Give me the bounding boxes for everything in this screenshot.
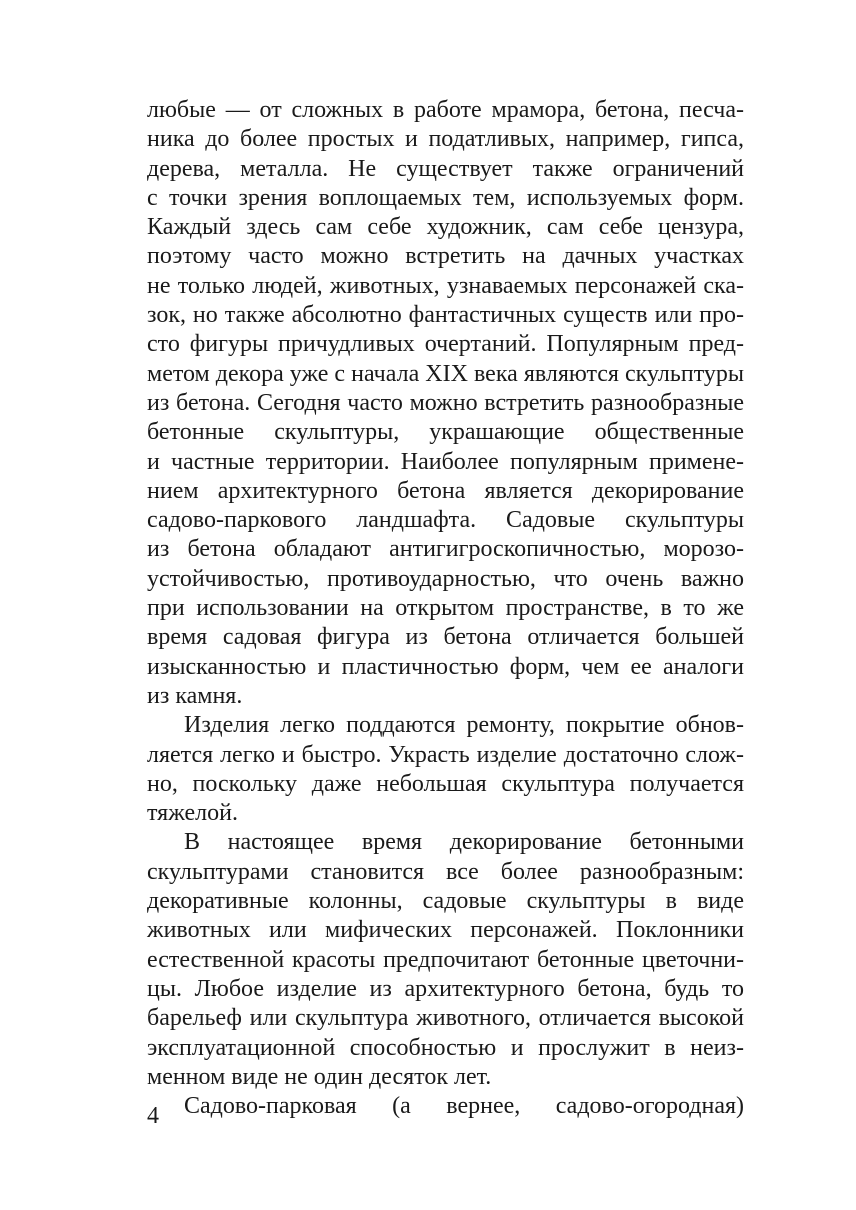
text-line: из бетона обладают антигигроскопичностью, морозо- — [147, 536, 744, 563]
text-line: В настоящее время декорирование бетонными — [184, 829, 744, 856]
text-line: изысканностью и пластичностью форм, чем ее аналоги — [147, 653, 744, 680]
paragraph — [147, 828, 744, 1092]
text-line: бетонные скульптуры, украшающие общественные — [147, 419, 744, 446]
text-line: не только людей, животных, узнаваемых персонажей ска- — [147, 272, 744, 299]
text-line: нием архитектурного бетона является декорирование — [147, 477, 744, 504]
text-line: менном виде не один десяток лет. — [147, 1063, 492, 1090]
text-line: при использовании на открытом пространстве, в то же — [147, 595, 744, 622]
text-line: время садовая фигура из бетона отличается большей — [147, 624, 744, 651]
text-line: из камня. — [147, 682, 243, 709]
text-line: но, поскольку даже небольшая скульптура получается — [147, 770, 744, 797]
text-line: Изделия легко поддаются ремонту, покрытие обнов- — [184, 712, 744, 739]
text-line: эксплуатационной способностью и прослужит в неиз- — [147, 1034, 744, 1061]
text-line: ника до более простых и податливых, например, гипса, — [147, 126, 744, 153]
text-line: Садово-парковая (а вернее, садово-огородная) — [184, 1093, 744, 1120]
text-line: метом декора уже с начала XIX века являются скульптуры — [147, 360, 744, 387]
text-line: естественной красоты предпочитают бетонные цветочни- — [147, 946, 744, 973]
text-line: из бетона. Сегодня часто можно встретить разнообразные — [147, 389, 744, 416]
text-line: садово-паркового ландшафта. Садовые скульптуры — [147, 507, 744, 534]
text-line: поэтому часто можно встретить на дачных участках — [147, 243, 744, 270]
page-number: 4 — [147, 1103, 159, 1129]
text-line: барельеф или скульптура животного, отличается высокой — [147, 1005, 744, 1032]
paragraph — [147, 711, 744, 828]
text-line: Каждый здесь сам себе художник, сам себе цензура, — [147, 214, 744, 241]
text-line: и частные территории. Наиболее популярным примене- — [147, 448, 744, 475]
text-line: животных или мифических персонажей. Поклонники — [147, 917, 744, 944]
text-line: скульптурами становится все более разнообразным: — [147, 858, 744, 885]
text-line: любые — от сложных в работе мрамора, бетона, песча- — [147, 97, 744, 123]
text-line: устойчивостью, противоударностью, что очень важно — [147, 565, 744, 592]
paragraph — [147, 96, 744, 711]
text-line: тяжелой. — [147, 800, 238, 827]
text-line: декоративные колонны, садовые скульптуры в виде — [147, 888, 744, 915]
body-text — [147, 96, 744, 1121]
paragraph — [147, 1092, 744, 1121]
text-line: цы. Любое изделие из архитектурного бетона, будь то — [147, 975, 744, 1002]
text-line: с точки зрения воплощаемых тем, используемых форм. — [147, 184, 744, 211]
text-line: ляется легко и быстро. Украсть изделие достаточно слож- — [147, 741, 744, 768]
text-line: дерева, металла. Не существует также ограничений — [147, 155, 744, 182]
text-line: зок, но также абсолютно фантастичных существ или про- — [147, 302, 744, 329]
text-line: сто фигуры причудливых очертаний. Популярным пред- — [147, 331, 744, 358]
